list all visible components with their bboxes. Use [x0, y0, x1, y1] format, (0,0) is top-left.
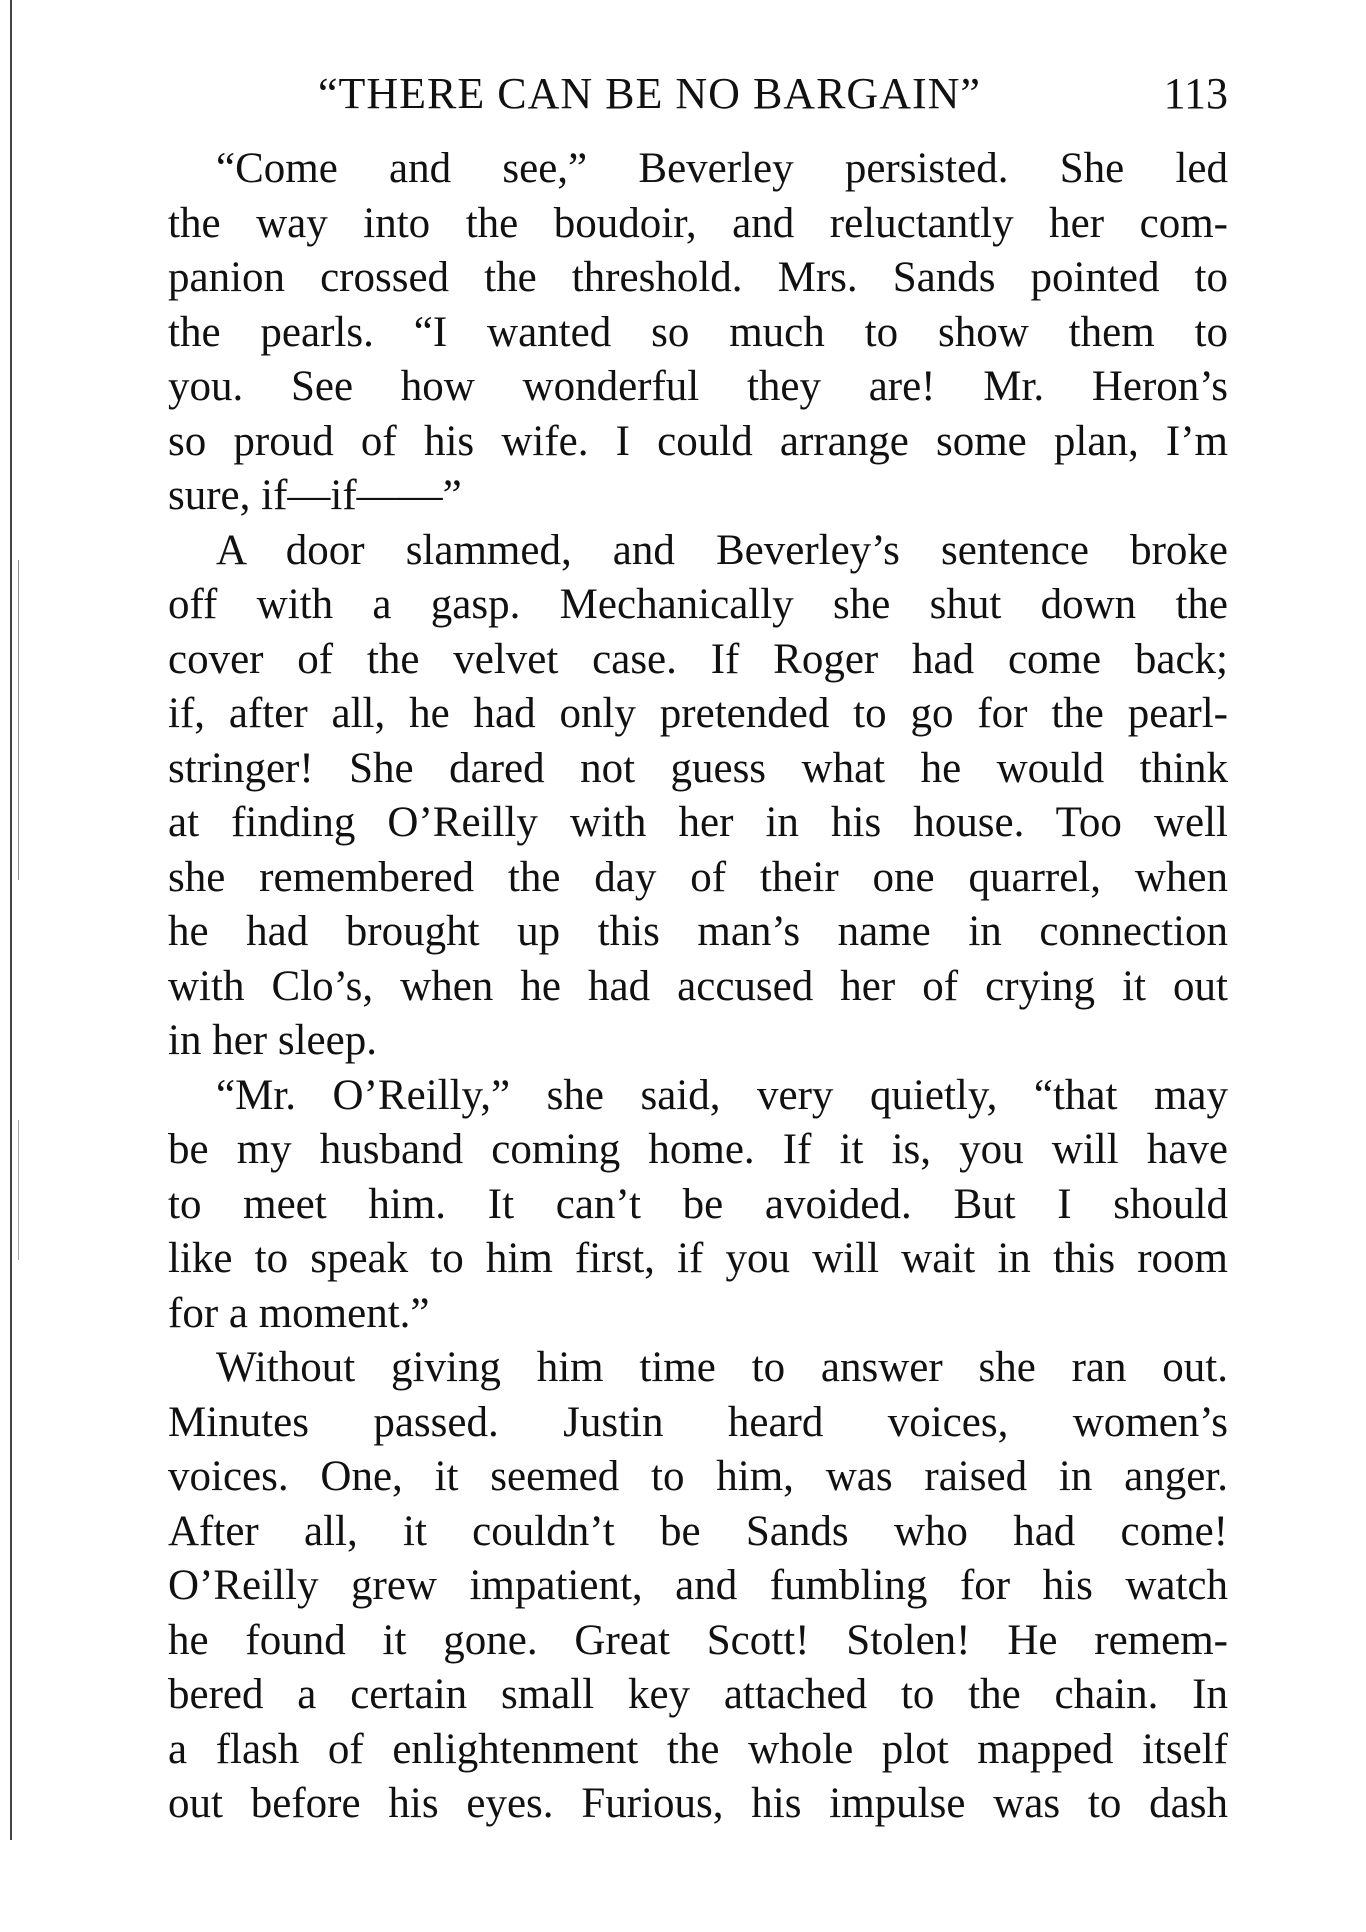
text-line: off with a gasp. Mechanically she shut down the	[168, 581, 1228, 628]
text-line: voices. One, it seemed to him, was raised in anger.	[168, 1453, 1228, 1500]
text-line: cover of the velvet case. If Roger had come back;	[168, 635, 1228, 683]
text-line: he found it gone. Great Scott! Stolen! He remem-	[168, 1616, 1228, 1664]
text-line: “Mr. O’Reilly,” she said, very quietly, “that may	[216, 1071, 1228, 1119]
text-line: bered a certain small key attached to the chain. In	[168, 1671, 1228, 1718]
text-line: panion crossed the threshold. Mrs. Sands pointed to	[168, 254, 1228, 301]
text-line: for a moment.”	[168, 1289, 430, 1337]
text-line: like to speak to him first, if you will wait in this room	[168, 1235, 1228, 1282]
text-line: A door slammed, and Beverley’s sentence broke	[216, 526, 1228, 574]
text-line: with Clo’s, when he had accused her of crying it out	[168, 962, 1228, 1010]
text-line: she remembered the day of their one quarrel, when	[168, 853, 1228, 901]
text-line: After all, it couldn’t be Sands who had come!	[168, 1507, 1228, 1555]
text-line: so proud of his wife. I could arrange some plan, I’m	[168, 417, 1228, 465]
text-line: in her sleep.	[168, 1017, 377, 1064]
page-number: 113	[1163, 69, 1228, 118]
text-line: Minutes passed. Justin heard voices, women’s	[168, 1398, 1228, 1446]
scan-edge-line	[18, 560, 19, 880]
text-line: sure, if—if——”	[168, 472, 462, 519]
text-line: “Come and see,” Beverley persisted. She led	[216, 145, 1228, 192]
text-line: he had brought up this man’s name in connection	[168, 908, 1228, 955]
text-line: you. See how wonderful they are! Mr. Heron’s	[168, 363, 1228, 410]
text-line: at finding O’Reilly with her in his house. Too well	[168, 799, 1228, 846]
page-header	[168, 68, 1228, 128]
text-line: be my husband coming home. If it is, you will have	[168, 1126, 1228, 1173]
text-line: if, after all, he had only pretended to go for the pearl-	[168, 690, 1228, 737]
scan-edge-line	[18, 1120, 19, 1260]
text-line: Without giving him time to answer she ran out.	[216, 1344, 1228, 1391]
text-line: out before his eyes. Furious, his impulse was to dash	[168, 1780, 1228, 1827]
text-line: O’Reilly grew impatient, and fumbling for his watch	[168, 1562, 1228, 1609]
text-line: to meet him. It can’t be avoided. But I should	[168, 1180, 1228, 1228]
text-line: stringer! She dared not guess what he would think	[168, 744, 1228, 792]
running-head: “THERE CAN BE NO BARGAIN”	[318, 69, 981, 118]
text-line: a flash of enlightenment the whole plot mapped itself	[168, 1725, 1228, 1773]
text-line: the pearls. “I wanted so much to show them to	[168, 308, 1228, 356]
text-line: the way into the boudoir, and reluctantly her com-	[168, 199, 1228, 247]
scan-edge-line	[10, 0, 12, 1840]
body-text	[168, 142, 1228, 1832]
